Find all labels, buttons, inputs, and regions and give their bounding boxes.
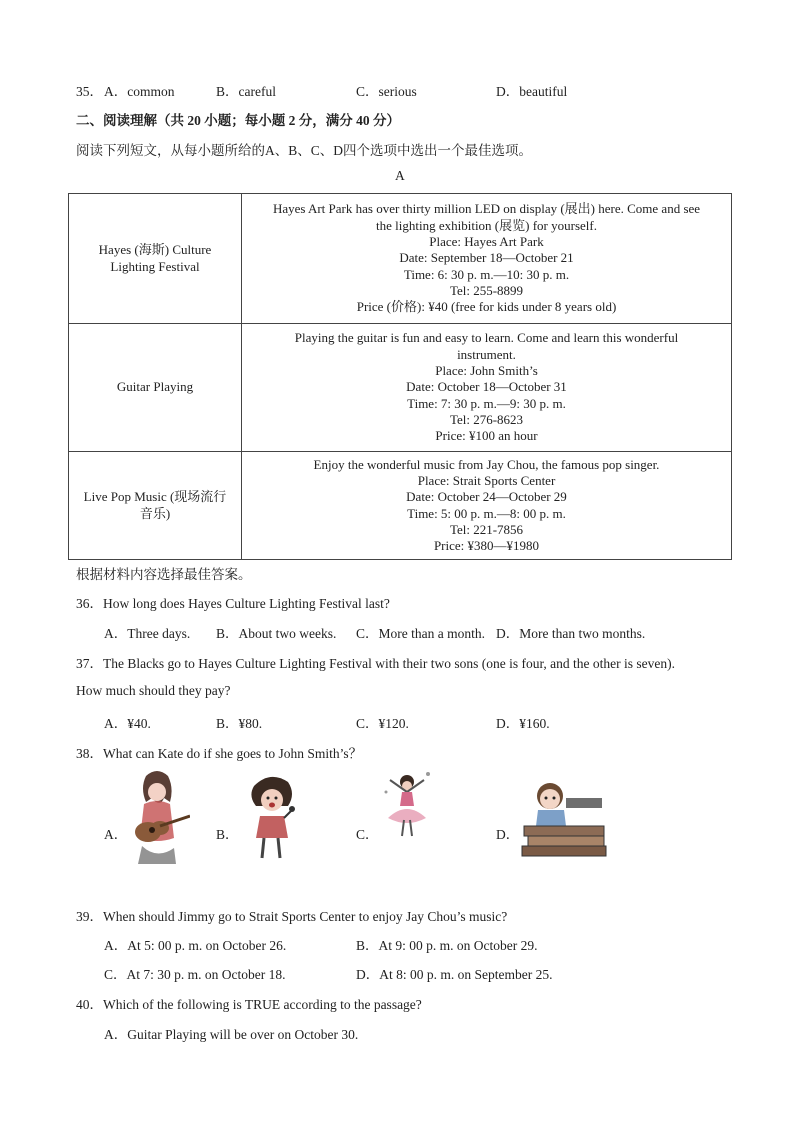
option-text: serious [378,84,417,99]
q37-option-b [216,712,262,732]
event-detail-line: the lighting exhibition (展览) for yourself. [376,217,597,233]
option-text: More than two months. [519,626,646,641]
q39-option-a [104,934,286,954]
event-name-line: Live Pop Music (现场流行 [83,489,227,505]
event-detail-line: Date: October 24—October 29 [406,489,567,505]
option-text: Three days. [127,626,191,641]
option-letter: A． [104,626,128,641]
event-detail-line: Time: 5: 00 p. m.—8: 00 p. m. [407,505,566,521]
option-letter: C． [356,84,379,99]
option-text: At 8: 00 p. m. on September 25. [379,967,553,982]
option-letter: D． [356,967,380,982]
option-text: ¥160. [519,716,550,731]
event-name-line: Hayes (海斯) Culture [98,242,212,258]
option-letter: A． [104,938,128,953]
event-detail-line: Enjoy the wonderful music from Jay Chou, the famous pop singer. [313,456,660,472]
q38-stem: 38．What can Kate do if she goes to John Smith’s？ [76,746,363,761]
passage-label: A [395,168,405,183]
q39-option-d [356,963,552,983]
option-letter: A． [104,84,128,99]
section-title: 二、阅读理解（共 20 小题；每小题 2 分，满分 40 分） [76,113,400,128]
option-letter: B． [356,938,379,953]
event-detail-line: Time: 7: 30 p. m.—9: 30 p. m. [407,395,566,411]
q38-option-b: B． [216,827,239,842]
option-text: At 9: 00 p. m. on October 29. [378,938,538,953]
option-text: Guitar Playing will be over on October 30. [127,1027,359,1042]
event-name-cell [69,452,242,560]
event-detail-line: Tel: 255-8899 [449,282,524,298]
q36-option-d [496,622,645,642]
after-table-note: 根据材料内容选择最佳答案。 [76,567,252,582]
option-letter: C． [104,967,127,982]
event-name-cell [69,194,242,324]
q37-option-d [496,712,550,732]
option-letter: A． [104,1027,128,1042]
q37-option-c [356,712,409,732]
event-detail-line: Date: September 18—October 21 [399,250,574,266]
q36-option-b [216,622,336,642]
q38-option-a: A． [104,827,128,842]
event-detail-line: Place: Strait Sports Center [417,472,556,488]
q38-option-c: C． [356,827,379,842]
event-name-line: 音乐) [139,505,171,521]
option-letter: B． [216,626,239,641]
section-instruction: 阅读下列短文，从每小题所给的A、B、C、D四个选项中选出一个最佳选项。 [76,143,533,158]
event-detail-line: Date: October 18—October 31 [406,379,567,395]
option-text: ¥80. [238,716,263,731]
option-letter: B． [216,716,239,731]
event-detail-cell [242,324,732,452]
event-detail-line: Place: John Smith’s [435,363,538,379]
option-letter: C． [356,626,379,641]
option-text: ¥120. [378,716,409,731]
table-row [69,452,732,560]
q36-stem: 36．How long does Hayes Culture Lighting Festival last? [76,596,390,611]
q38-option-d: D． [496,827,520,842]
girl-playing-guitar-picture [124,768,190,866]
event-detail-line: Price: ¥380—¥1980 [433,538,540,554]
option-letter: D． [496,626,520,641]
event-detail-line: instrument. [457,346,516,362]
event-detail-line: Time: 6: 30 p. m.—10: 30 p. m. [403,266,570,282]
option-text: beautiful [519,84,568,99]
option-text: ¥40. [127,716,151,731]
option-text: At 5: 00 p. m. on October 26. [127,938,287,953]
q35-number: 35． [76,84,103,99]
q40-option-a [104,1023,358,1043]
girl-reading-books-picture [518,776,610,858]
option-letter: D． [496,84,520,99]
q37-option-a [104,712,151,732]
q39-option-b [356,934,538,954]
option-text: About two weeks. [238,626,337,641]
q35-option-c [356,80,417,100]
option-letter: B． [216,84,239,99]
event-detail-line: Tel: 276-8623 [449,411,524,427]
option-letter: A． [104,716,128,731]
boy-singing-picture [244,772,300,866]
q39-option-c [104,963,286,983]
q40-stem: 40．Which of the following is TRUE according to the passage? [76,997,422,1012]
events-table [68,193,732,560]
event-detail-line: Price (价格): ¥40 (free for kids under 8 years old) [356,299,617,315]
event-name-line: Guitar Playing [116,379,194,395]
q36-option-c [356,622,485,642]
table-row [69,324,732,452]
option-letter: D． [496,716,520,731]
event-detail-line: Place: Hayes Art Park [429,234,544,250]
option-text: common [127,84,175,99]
q39-stem: 39．When should Jimmy go to Strait Sports Center to enjoy Jay Chou’s music? [76,909,508,924]
girl-dancing-picture [378,770,436,842]
event-detail-cell [242,452,732,560]
table-row [69,194,732,324]
q36-option-a [104,622,190,642]
q35-option-b [216,80,276,100]
q35-option-d [496,80,567,100]
event-detail-line: Playing the guitar is fun and easy to learn. Come and learn this wonderful [294,330,679,346]
option-text: More than a month. [378,626,485,641]
option-text: At 7: 30 p. m. on October 18. [126,967,286,982]
event-name-cell [69,324,242,452]
event-detail-line: Tel: 221-7856 [449,521,524,537]
event-detail-line: Price: ¥100 an hour [435,428,538,444]
q37-stem-line1: 37．The Blacks go to Hayes Culture Lighting Festival with their two sons (one is four, and the other is seven). [76,656,675,671]
option-letter: C． [356,716,379,731]
q37-stem-line2: How much should they pay? [76,683,231,698]
q35-option-a [104,80,175,100]
event-detail-line: Hayes Art Park has over thirty million LED on display (展出) here. Come and see [272,201,701,217]
event-detail-cell [242,194,732,324]
option-text: careful [238,84,276,99]
event-name-line: Lighting Festival [110,258,200,274]
